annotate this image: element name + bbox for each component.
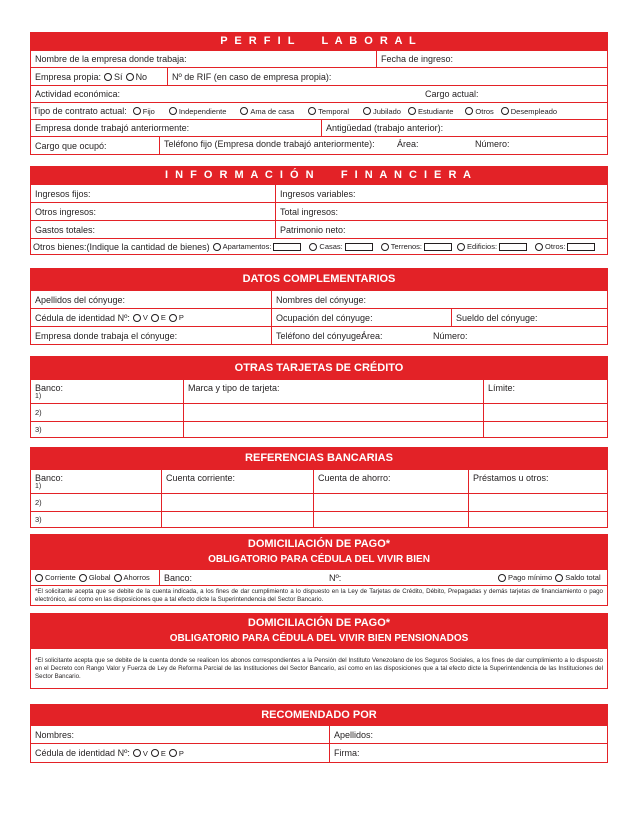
banco-1-field[interactable] [31, 380, 183, 403]
v-radio[interactable] [133, 314, 141, 322]
marca-2-field[interactable] [183, 404, 483, 421]
contrato-label: Otros [475, 106, 494, 116]
banco-3-field[interactable] [31, 422, 183, 437]
cuenta-ahorro-3-field[interactable] [313, 512, 468, 527]
corriente-label: Corriente [45, 573, 76, 582]
v-label: V [142, 313, 148, 322]
contrato-otros-radio[interactable] [465, 107, 473, 115]
firma-field[interactable]: Firma: [329, 744, 607, 762]
contrato-label: Jubilado [373, 106, 401, 116]
terrenos-box[interactable] [424, 243, 452, 251]
contrato-label: Estudiante [417, 106, 454, 116]
domiciliacion-section [30, 534, 608, 606]
ahorros-label: Ahorros [123, 573, 150, 582]
cedula-conyuge-label: Cédula de identidad Nº: [35, 312, 130, 323]
telefono-conyuge-label: Teléfono del cónyuge: [271, 327, 359, 344]
contrato-label: Ama de casa [250, 106, 295, 116]
patrimonio-field[interactable]: Patrimonio neto: [275, 221, 607, 238]
cuenta-ahorro-2-field[interactable] [313, 494, 468, 511]
global-radio[interactable] [79, 574, 87, 582]
tipo-contrato-label: Tipo de contrato actual: [33, 106, 127, 116]
domiciliacion-title: DOMICILIACIÓN DE PAGO* [247, 538, 391, 550]
pago-minimo-radio[interactable] [498, 574, 506, 582]
otros-bienes-label: Otros bienes:(Indique la cantidad de bienes) [33, 241, 210, 252]
antiguedad-field[interactable]: Antigüedad (trabajo anterior): [321, 120, 607, 136]
banco-2-field[interactable] [31, 404, 183, 421]
otros-ingresos-field[interactable]: Otros ingresos: [35, 206, 97, 217]
recomendado-nombres-field[interactable]: Nombres: [35, 729, 75, 740]
terrenos-radio[interactable] [381, 243, 389, 251]
tipo-cuenta-group [31, 570, 159, 585]
edificios-label: Edificios: [467, 242, 498, 251]
e-radio[interactable] [151, 749, 159, 757]
saldo-total-label: Saldo total [565, 573, 601, 582]
saldo-total-radio[interactable] [555, 574, 563, 582]
casas-label: Casas: [319, 242, 343, 251]
edificios-box[interactable] [499, 243, 527, 251]
domiciliacion-subtitle: OBLIGATORIO PARA CÉDULA DEL VIVIR BIEN [208, 554, 430, 565]
referencias-bancarias-title: REFERENCIAS BANCARIAS [31, 448, 607, 469]
empresa-anterior-field[interactable]: Empresa donde trabajó anteriormente: [35, 123, 190, 133]
limite-3-field[interactable] [483, 422, 607, 437]
ingresos-variables-field[interactable]: Ingresos variables: [275, 185, 607, 202]
apellidos-conyuge-field[interactable]: Apellidos del cónyuge: [35, 294, 126, 305]
domiciliacion-pensionados-subtitle: OBLIGATORIO PARA CÉDULA DEL VIVIR BIEN PENSIONADOS [169, 633, 469, 644]
limite-1-field[interactable]: Límite: [483, 380, 607, 403]
empresa-conyuge-field[interactable]: Empresa donde trabaja el cónyuge: [35, 330, 178, 341]
contrato-label: Temporal [318, 106, 350, 116]
e-label: E [160, 313, 166, 322]
ref-banco-2-field[interactable] [31, 494, 161, 511]
contrato-desempleado-radio[interactable] [501, 107, 509, 115]
ocupacion-conyuge-field[interactable]: Ocupación del cónyuge: [271, 309, 451, 326]
domiciliacion-numero-field[interactable]: Nº: [329, 572, 342, 583]
otros-bienes-group [31, 239, 607, 254]
domiciliacion-nota: *El solicitante acepta que se debite de la cuenta indicada, a los fines de dar cumplimiento a lo dispuesto en la Ley de Tarjetas de Crédito, Débito, Prepagadas y demás tarjetas de financiamiento o pago electrónico, así como en las disposiciones que a tal efecto dicte la Superintendencia del Sector Bancario. [31, 585, 607, 605]
datos-complementarios-title: DATOS COMPLEMENTARIOS [31, 269, 607, 290]
referencias-bancarias-section [30, 447, 608, 528]
p-radio[interactable] [169, 749, 177, 757]
no-label: No [135, 71, 148, 82]
casas-box[interactable] [345, 243, 373, 251]
domiciliacion-header [31, 535, 607, 569]
cuenta-corriente-3-field[interactable] [161, 512, 313, 527]
contrato-label: Desempleado [510, 106, 558, 116]
domiciliacion-pensionados-title: DOMICILIACIÓN DE PAGO* [247, 617, 391, 629]
otros-box[interactable] [567, 243, 595, 251]
contrato-estudiante-radio[interactable] [408, 107, 416, 115]
p-radio[interactable] [169, 314, 177, 322]
casas-radio[interactable] [309, 243, 317, 251]
row-number: 3) [35, 515, 42, 524]
recomendado-title: RECOMENDADO POR [31, 705, 607, 725]
area-conyuge-field[interactable]: Área: [361, 330, 383, 341]
p-label: P [178, 748, 184, 758]
apartamentos-box[interactable] [273, 243, 301, 251]
p-label: P [178, 313, 184, 322]
perfil-laboral-section [30, 32, 608, 155]
apartamentos-radio[interactable] [213, 243, 221, 251]
informacion-financiera-title: I N F O R M A C I Ó N F I N A N C I E R A [31, 167, 607, 184]
marca-1-field[interactable]: Marca y tipo de tarjeta: [183, 380, 483, 403]
actividad-field[interactable]: Actividad económica: [35, 89, 121, 99]
banco-label: Banco: [35, 473, 64, 483]
row-number: 3) [35, 425, 42, 434]
global-label: Global [88, 573, 111, 582]
domiciliacion-banco-field[interactable]: Banco: [159, 570, 325, 585]
prestamos-3-field[interactable] [468, 512, 607, 527]
contrato-jubilado-radio[interactable] [363, 107, 371, 115]
prestamos-2-field[interactable] [468, 494, 607, 511]
v-radio[interactable] [133, 749, 141, 757]
recomendado-section [30, 704, 608, 763]
contrato-ama-de-casa-radio[interactable] [240, 107, 248, 115]
v-label: V [142, 748, 148, 758]
perfil-laboral-title: P E R F I L L A B O R A L [31, 33, 607, 50]
cuenta-corriente-1-field[interactable]: Cuenta corriente: [161, 470, 313, 493]
contrato-fijo-radio[interactable] [133, 107, 141, 115]
total-ingresos-field[interactable]: Total ingresos: [275, 203, 607, 220]
ref-banco-1-field[interactable] [31, 470, 161, 493]
terrenos-label: Terrenos: [390, 242, 423, 251]
rif-field[interactable]: Nº de RIF (en caso de empresa propia): [167, 68, 607, 85]
edificios-radio[interactable] [457, 243, 465, 251]
recomendado-cedula-group [31, 744, 329, 762]
row-number: 1) [35, 483, 42, 490]
otras-tarjetas-section [30, 356, 608, 438]
ahorros-radio[interactable] [114, 574, 122, 582]
datos-complementarios-section [30, 268, 608, 345]
e-label: E [160, 748, 166, 758]
fecha-ingreso-field[interactable]: Fecha de ingreso: [376, 51, 607, 67]
recomendado-cedula-label: Cédula de identidad Nº: [35, 748, 130, 758]
area-field[interactable]: Área: [397, 139, 419, 149]
apartamentos-label: Apartamentos: [222, 242, 272, 251]
domiciliacion-pensionados-nota: *El solicitante acepta que se debite de la cuenta donde se realicen los abonos correspondientes a la Pensión del Instituto Venezolano de los Seguros Sociales, a los fines de dar cumplimiento a lo dispuesto en el Decreto con Rango Valor y Fuerza de Ley de Reforma Parcial de las Instituciones del Sector Bancario, así como en las disposiciones que a tal efecto dicte la Superintendencia de las Instituciones del Sector Bancario. [31, 648, 607, 688]
no-radio[interactable] [126, 73, 134, 81]
telefono-fijo-label: Teléfono fijo (Empresa donde trabajó anteriormente): [159, 137, 421, 154]
cargo-ocupo-field[interactable]: Cargo que ocupó: [35, 140, 107, 151]
informacion-financiera-section [30, 166, 608, 255]
otros-label: Otros: [545, 242, 566, 251]
row-number: 1) [35, 393, 42, 400]
recomendado-apellidos-field[interactable]: Apellidos: [329, 726, 607, 743]
banco-label: Banco: [35, 383, 64, 393]
contrato-label: Fijo [142, 106, 155, 116]
corriente-radio[interactable] [35, 574, 43, 582]
tipo-contrato-group [31, 103, 607, 119]
marca-3-field[interactable] [183, 422, 483, 437]
e-radio[interactable] [151, 314, 159, 322]
ingresos-fijos-field[interactable]: Ingresos fijos: [35, 188, 91, 199]
cuenta-corriente-2-field[interactable] [161, 494, 313, 511]
si-radio[interactable] [104, 73, 112, 81]
prestamos-1-field[interactable]: Préstamos u otros: [468, 470, 607, 493]
numero-conyuge-field[interactable]: Número: [433, 330, 468, 341]
domiciliacion-pensionados-section [30, 613, 608, 689]
sueldo-conyuge-field[interactable]: Sueldo del cónyuge: [451, 309, 607, 326]
cargo-actual-field[interactable]: Cargo actual: [425, 89, 479, 99]
numero-field[interactable]: Número: [475, 139, 510, 149]
contrato-temporal-radio[interactable] [308, 107, 316, 115]
contrato-independiente-radio[interactable] [169, 107, 177, 115]
limite-2-field[interactable] [483, 404, 607, 421]
otros-radio[interactable] [535, 243, 543, 251]
empresa-propia-label: Empresa propia: [35, 71, 102, 82]
cuenta-ahorro-1-field[interactable]: Cuenta de ahorro: [313, 470, 468, 493]
nombres-conyuge-field[interactable]: Nombres del cónyuge: [271, 291, 607, 308]
ref-banco-3-field[interactable] [31, 512, 161, 527]
contrato-label: Independiente [178, 106, 227, 116]
cedula-conyuge-group [31, 309, 271, 326]
pago-minimo-label: Pago mínimo [508, 573, 553, 582]
row-number: 2) [35, 408, 42, 417]
gastos-totales-field[interactable]: Gastos totales: [35, 224, 96, 235]
pago-group [495, 570, 607, 585]
otras-tarjetas-title: OTRAS TARJETAS DE CRÉDITO [31, 357, 607, 379]
row-number: 2) [35, 498, 42, 507]
empresa-propia-group [31, 68, 167, 85]
nombre-empresa-field[interactable]: Nombre de la empresa donde trabaja: [35, 54, 187, 64]
si-label: Sí [114, 71, 123, 82]
domiciliacion-pensionados-header [31, 614, 607, 648]
